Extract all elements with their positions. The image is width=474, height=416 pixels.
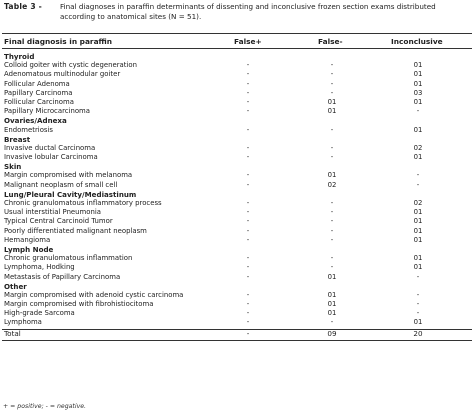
header-diagnosis: Final diagnosis in paraffin	[4, 37, 113, 46]
table-row	[2, 254, 472, 263]
group-label: Lymph Node	[4, 244, 54, 254]
diagnosis-label: Chronic granulomatous inflammation	[4, 254, 133, 263]
table-row	[2, 318, 472, 327]
table-row	[2, 126, 472, 135]
false-positive-cell: -	[246, 61, 250, 70]
top-rule	[2, 33, 472, 34]
inconclusive-cell: 01	[413, 79, 423, 88]
group-row	[2, 162, 472, 171]
table-row	[2, 61, 472, 70]
false-negative-cell: 01	[327, 309, 337, 318]
table-row	[2, 153, 472, 162]
table-row	[2, 263, 472, 272]
false-positive-cell: -	[246, 272, 250, 281]
group-row	[2, 135, 472, 144]
diagnosis-label: Lymphoma, Hodking	[4, 263, 75, 272]
false-positive-cell: -	[246, 171, 250, 180]
inconclusive-cell: -	[416, 180, 420, 189]
false-negative-cell: -	[330, 318, 334, 327]
inconclusive-cell: -	[416, 107, 420, 116]
table-header	[2, 35, 472, 47]
inconclusive-cell: 01	[413, 208, 423, 217]
diagnosis-label: Papillary Carcinoma	[4, 88, 73, 97]
header-false-positive: False+	[234, 37, 262, 46]
diagnosis-label: Typical Central Carcinoid Tumor	[4, 217, 113, 226]
diagnosis-label: Metastasis of Papillary Carcinoma	[4, 272, 121, 281]
table-number: Table 3 -	[4, 2, 43, 11]
table-row	[2, 199, 472, 208]
total-false-negative: 09	[327, 329, 337, 339]
diagnosis-label: Follicular Carcinoma	[4, 97, 74, 106]
inconclusive-cell: 02	[413, 143, 423, 152]
diagnosis-label: Hemangioma	[4, 235, 51, 244]
inconclusive-cell: 01	[413, 235, 423, 244]
false-negative-cell: -	[330, 208, 334, 217]
inconclusive-cell: 02	[413, 199, 423, 207]
total-inconclusive: 20	[413, 329, 423, 339]
false-negative-cell: 02	[327, 180, 337, 189]
group-label: Ovaries/Adnexa	[4, 116, 67, 126]
false-negative-cell: -	[330, 235, 334, 244]
table-row	[2, 144, 472, 153]
table-row	[2, 291, 472, 300]
false-positive-cell: -	[246, 180, 250, 189]
diagnosis-label: Margin compromised with melanoma	[4, 171, 133, 180]
diagnosis-label: Chronic granulomatous inflammatory process	[4, 199, 162, 207]
inconclusive-cell: 01	[413, 153, 423, 162]
inconclusive-cell: 01	[413, 97, 423, 106]
total-row	[2, 329, 472, 338]
inconclusive-cell: 01	[413, 125, 423, 134]
table-row	[2, 300, 472, 309]
inconclusive-cell: -	[416, 272, 420, 281]
table-row	[2, 217, 472, 226]
false-negative-cell: 01	[327, 107, 337, 116]
false-positive-cell: -	[246, 290, 250, 299]
false-negative-cell: -	[330, 217, 334, 226]
bottom-rule	[2, 340, 472, 341]
header-rule	[2, 48, 472, 49]
inconclusive-cell: 01	[413, 263, 423, 272]
diagnosis-label: Margin compromised with adenoid cystic carcinoma	[4, 290, 184, 299]
table-row	[2, 70, 472, 79]
false-positive-cell: -	[246, 254, 250, 263]
group-label: Breast	[4, 134, 31, 144]
table-footnote: + = positive; - = negative.	[3, 403, 87, 410]
diagnosis-label: Colloid goiter with cystic degeneration	[4, 61, 137, 70]
table-row	[2, 98, 472, 107]
inconclusive-cell: 01	[413, 318, 423, 327]
false-positive-cell: -	[246, 226, 250, 235]
false-positive-cell: -	[246, 107, 250, 116]
inconclusive-cell: 01	[413, 217, 423, 226]
group-label: Lung/Pleural Cavity/Mediastinum	[4, 189, 137, 199]
group-row	[2, 190, 472, 199]
false-negative-cell: -	[330, 79, 334, 88]
false-negative-cell: 01	[327, 300, 337, 309]
inconclusive-cell: 03	[413, 88, 423, 97]
inconclusive-cell: 01	[413, 61, 423, 70]
diagnosis-label: Lymphoma	[4, 318, 42, 327]
false-negative-cell: -	[330, 254, 334, 263]
table-row	[2, 80, 472, 89]
header-inconclusive: Inconclusive	[391, 37, 443, 46]
diagnosis-label: Endometriosis	[4, 125, 54, 134]
total-false-positive: -	[246, 329, 250, 339]
group-row	[2, 282, 472, 291]
group-row	[2, 52, 472, 61]
diagnosis-label: Adenomatous multinodular goiter	[4, 70, 121, 79]
false-positive-cell: -	[246, 88, 250, 97]
false-negative-cell: -	[330, 88, 334, 97]
group-label: Other	[4, 281, 27, 291]
diagnosis-label: Poorly differentiated malignant neoplasm	[4, 226, 147, 235]
inconclusive-cell: -	[416, 171, 420, 180]
table-row	[2, 227, 472, 236]
inconclusive-cell: -	[416, 290, 420, 299]
false-positive-cell: -	[246, 217, 250, 226]
false-negative-cell: -	[330, 125, 334, 134]
table-row	[2, 236, 472, 245]
false-negative-cell: -	[330, 199, 334, 207]
false-negative-cell: -	[330, 61, 334, 70]
table-row	[2, 309, 472, 318]
false-negative-cell: -	[330, 143, 334, 152]
false-positive-cell: -	[246, 235, 250, 244]
table-row	[2, 181, 472, 190]
group-row	[2, 245, 472, 254]
false-positive-cell: -	[246, 318, 250, 327]
false-positive-cell: -	[246, 79, 250, 88]
group-label: Skin	[4, 162, 22, 172]
inconclusive-cell: -	[416, 309, 420, 318]
false-positive-cell: -	[246, 263, 250, 272]
header-false-negative: False-	[318, 37, 343, 46]
diagnosis-label: Usual interstitial Pneumonia	[4, 208, 101, 217]
diagnosis-label: Papillary Microcarcinoma	[4, 107, 90, 116]
table-caption	[4, 2, 470, 32]
diagnosis-label: Invasive ductal Carcinoma	[4, 143, 96, 152]
false-positive-cell: -	[246, 125, 250, 134]
false-negative-cell: 01	[327, 272, 337, 281]
total-label: Total	[4, 329, 21, 339]
table-body	[2, 52, 472, 341]
inconclusive-cell: -	[416, 300, 420, 309]
table-row	[2, 273, 472, 282]
false-positive-cell: -	[246, 97, 250, 106]
false-positive-cell: -	[246, 208, 250, 217]
table-row	[2, 107, 472, 116]
group-label: Thyroid	[4, 52, 35, 61]
false-positive-cell: -	[246, 70, 250, 79]
false-negative-cell: -	[330, 226, 334, 235]
inconclusive-cell: 01	[413, 226, 423, 235]
false-positive-cell: -	[246, 309, 250, 318]
diagnosis-label: Margin compromised with fibrohistiocitoma	[4, 300, 154, 309]
inconclusive-cell: 01	[413, 254, 423, 263]
table-row	[2, 208, 472, 217]
false-positive-cell: -	[246, 300, 250, 309]
diagnosis-label: Malignant neoplasm of small cell	[4, 180, 118, 189]
table-row	[2, 171, 472, 180]
table-title: Final diagnoses in paraffin determinants of dissenting and inconclusive frozen section exams distributed according to anatomical sites (N = 51).	[60, 2, 436, 21]
false-negative-cell: 01	[327, 171, 337, 180]
diagnosis-label: High-grade Sarcoma	[4, 309, 75, 318]
group-row	[2, 116, 472, 125]
false-negative-cell: 01	[327, 97, 337, 106]
table-row	[2, 89, 472, 98]
false-negative-cell: -	[330, 70, 334, 79]
diagnosis-label: Invasive lobular Carcinoma	[4, 153, 98, 162]
inconclusive-cell: 01	[413, 70, 423, 79]
false-positive-cell: -	[246, 153, 250, 162]
false-negative-cell: -	[330, 263, 334, 272]
false-negative-cell: 01	[327, 290, 337, 299]
false-negative-cell: -	[330, 153, 334, 162]
false-positive-cell: -	[246, 199, 250, 207]
false-positive-cell: -	[246, 143, 250, 152]
diagnosis-label: Follicular Adenoma	[4, 79, 70, 88]
